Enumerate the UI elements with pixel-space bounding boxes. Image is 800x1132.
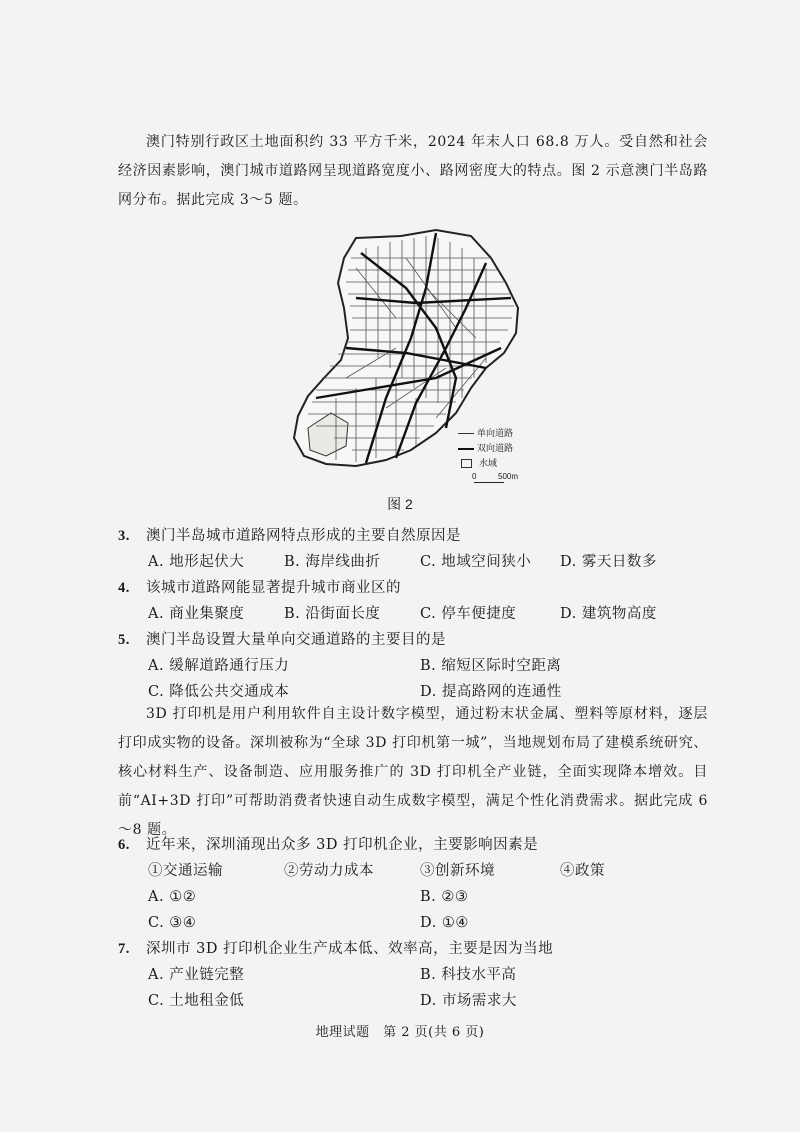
question-4 — [118, 578, 401, 598]
scale-line — [474, 482, 504, 483]
option-d[interactable]: D. 建筑物高度 — [560, 606, 657, 622]
legend-water-label: 水域 — [479, 458, 498, 468]
option-d[interactable]: D. 雾天日数多 — [560, 554, 657, 570]
factor-4: ④政策 — [560, 863, 605, 879]
question-number: 6. — [118, 837, 130, 853]
passage-macau: 澳门特别行政区土地面积约 33 平方千米，2024 年末人口 68.8 万人。受自然和社会经济因素影响，澳门城市道路网呈现道路宽度小、路网密度大的特点。图 2 示意澳门半岛路网分布。据此完成 3～5 题。 — [118, 134, 708, 208]
question-text: 近年来，深圳涌现出众多 3D 打印机企业，主要影响因素是 — [146, 837, 539, 853]
question-6 — [118, 835, 538, 855]
option-a[interactable]: A. 产业链完整 — [148, 967, 245, 983]
two-way-swatch — [458, 448, 474, 450]
option-d[interactable]: D. 市场需求大 — [420, 993, 517, 1009]
water-swatch — [461, 459, 472, 468]
option-a[interactable]: A. 商业集聚度 — [148, 606, 245, 622]
option-b[interactable]: B. 科技水平高 — [420, 967, 517, 983]
option-a[interactable]: A. 缓解道路通行压力 — [148, 658, 290, 674]
option-a[interactable]: A. ①② — [148, 889, 197, 905]
option-c[interactable]: C. 地域空间狭小 — [420, 554, 532, 570]
scale-zero: 0 — [472, 472, 477, 481]
figure-caption: 图 2 — [387, 496, 413, 512]
factor-3: ③创新环境 — [420, 863, 495, 879]
option-b[interactable]: B. 缩短区际时空距离 — [420, 658, 562, 674]
question-text: 澳门半岛城市道路网特点形成的主要自然原因是 — [146, 528, 461, 544]
option-c[interactable]: C. 停车便捷度 — [420, 606, 517, 622]
map-legend — [458, 426, 513, 471]
option-b[interactable]: B. 海岸线曲折 — [284, 554, 381, 570]
legend-two-way — [458, 441, 513, 456]
one-way-swatch — [458, 433, 474, 434]
question-number: 3. — [118, 528, 130, 544]
option-b[interactable]: B. ②③ — [420, 889, 469, 905]
option-c[interactable]: C. 土地租金低 — [148, 993, 245, 1009]
question-number: 4. — [118, 580, 130, 596]
option-a[interactable]: A. 地形起伏大 — [148, 554, 245, 570]
legend-water — [458, 456, 513, 471]
legend-one-way — [458, 426, 513, 441]
question-text: 澳门半岛设置大量单向交通道路的主要目的是 — [146, 632, 446, 648]
question-number: 5. — [118, 632, 130, 648]
question-5 — [118, 630, 446, 650]
legend-one-way-label: 单向道路 — [477, 428, 514, 438]
question-text: 深圳市 3D 打印机企业生产成本低、效率高，主要是因为当地 — [146, 941, 554, 957]
question-7 — [118, 939, 553, 959]
option-d[interactable]: D. 提高路网的连通性 — [420, 684, 562, 700]
question-text: 该城市道路网能显著提升城市商业区的 — [146, 580, 401, 596]
factor-1: ①交通运输 — [148, 863, 223, 879]
scale-bar — [474, 474, 534, 488]
passage-3d-printing: 3D 打印机是用户利用软件自主设计数字模型，通过粉末状金属、塑料等原材料，逐层打印成实物的设备。深圳被称为“全球 3D 打印机第一城”，当地规划布局了建模系统研究、核心材料生产、设备制造、应用服务推广的 3D 打印机全产业链，全面实现降本增效。目前“AI+3D 打印”可帮助消费者快速自动生成数字模型，满足个性化消费需求。据此完成 6～8 题。 — [118, 706, 708, 838]
legend-two-way-label: 双向道路 — [477, 443, 514, 453]
option-c[interactable]: C. 降低公共交通成本 — [148, 684, 290, 700]
page-footer: 地理试题 第 2 页(共 6 页) — [315, 1025, 485, 1040]
option-b[interactable]: B. 沿街面长度 — [284, 606, 381, 622]
option-d[interactable]: D. ①④ — [420, 915, 469, 931]
factor-2: ②劳动力成本 — [284, 863, 374, 879]
question-number: 7. — [118, 941, 130, 957]
option-c[interactable]: C. ③④ — [148, 915, 197, 931]
scale-distance: 500m — [498, 472, 519, 481]
question-3 — [118, 526, 461, 546]
